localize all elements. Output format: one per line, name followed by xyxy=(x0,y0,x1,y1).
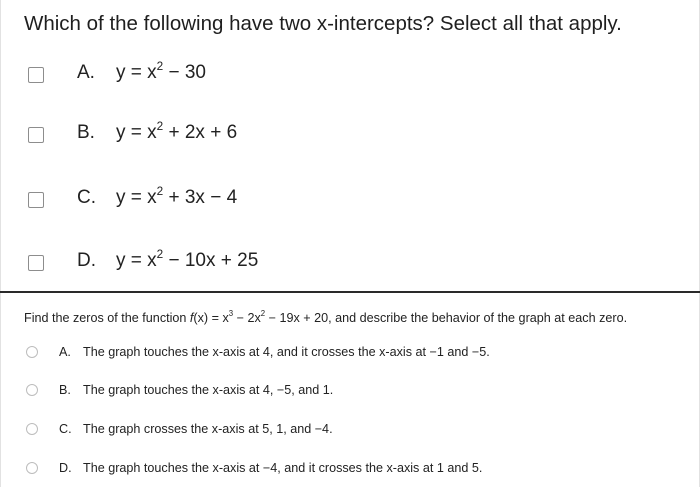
answer-letter: B. xyxy=(59,383,71,397)
radio-c[interactable] xyxy=(26,423,38,435)
question-2-prompt: Find the zeros of the function $f(x) = x^3 - 2x^2 - 19x + 20$, and describe the behavior of the graph at each zero. xyxy=(24,309,628,325)
answer-text: The graph touches the x-axis at 4, −5, and 1. xyxy=(83,383,334,397)
radio-d[interactable] xyxy=(26,462,38,474)
checkbox-a[interactable] xyxy=(28,67,44,83)
answer-a[interactable] xyxy=(1,345,601,365)
answer-text: The graph touches the x-axis at 4, and it crosses the x-axis at −1 and −5. xyxy=(83,345,490,359)
checkbox-b[interactable] xyxy=(28,127,44,143)
checkbox-d[interactable] xyxy=(28,255,44,271)
answer-text: The graph crosses the x-axis at 5, 1, and −4. xyxy=(83,422,333,436)
answer-d[interactable] xyxy=(1,461,601,481)
checkbox-c[interactable] xyxy=(28,192,44,208)
question-2-panel xyxy=(0,293,700,487)
option-letter: D. xyxy=(77,250,96,271)
answer-c[interactable] xyxy=(1,422,601,442)
option-a[interactable] xyxy=(1,59,401,92)
option-equation: $y = x^2 + 3x - 4$ xyxy=(116,184,238,208)
option-d[interactable] xyxy=(1,247,401,280)
radio-b[interactable] xyxy=(26,384,38,396)
option-b[interactable] xyxy=(1,119,401,152)
answer-letter: C. xyxy=(59,422,72,436)
option-equation: $y = x^2 - 10x + 25$ xyxy=(116,247,259,271)
answer-text: The graph touches the x-axis at −4, and it crosses the x-axis at 1 and 5. xyxy=(83,461,483,475)
option-c[interactable] xyxy=(1,184,401,217)
answer-letter: A. xyxy=(59,345,71,359)
option-equation: $y = x^2 + 2x + 6$ xyxy=(116,119,238,143)
option-letter: A. xyxy=(77,62,95,83)
option-equation: $y = x^2 - 30$ xyxy=(116,59,206,83)
option-letter: B. xyxy=(77,122,95,143)
radio-a[interactable] xyxy=(26,346,38,358)
answer-b[interactable] xyxy=(1,383,601,403)
answer-letter: D. xyxy=(59,461,72,475)
option-letter: C. xyxy=(77,187,96,208)
question-1-prompt: Which of the following have two x-intercepts? Select all that apply. xyxy=(24,12,622,35)
